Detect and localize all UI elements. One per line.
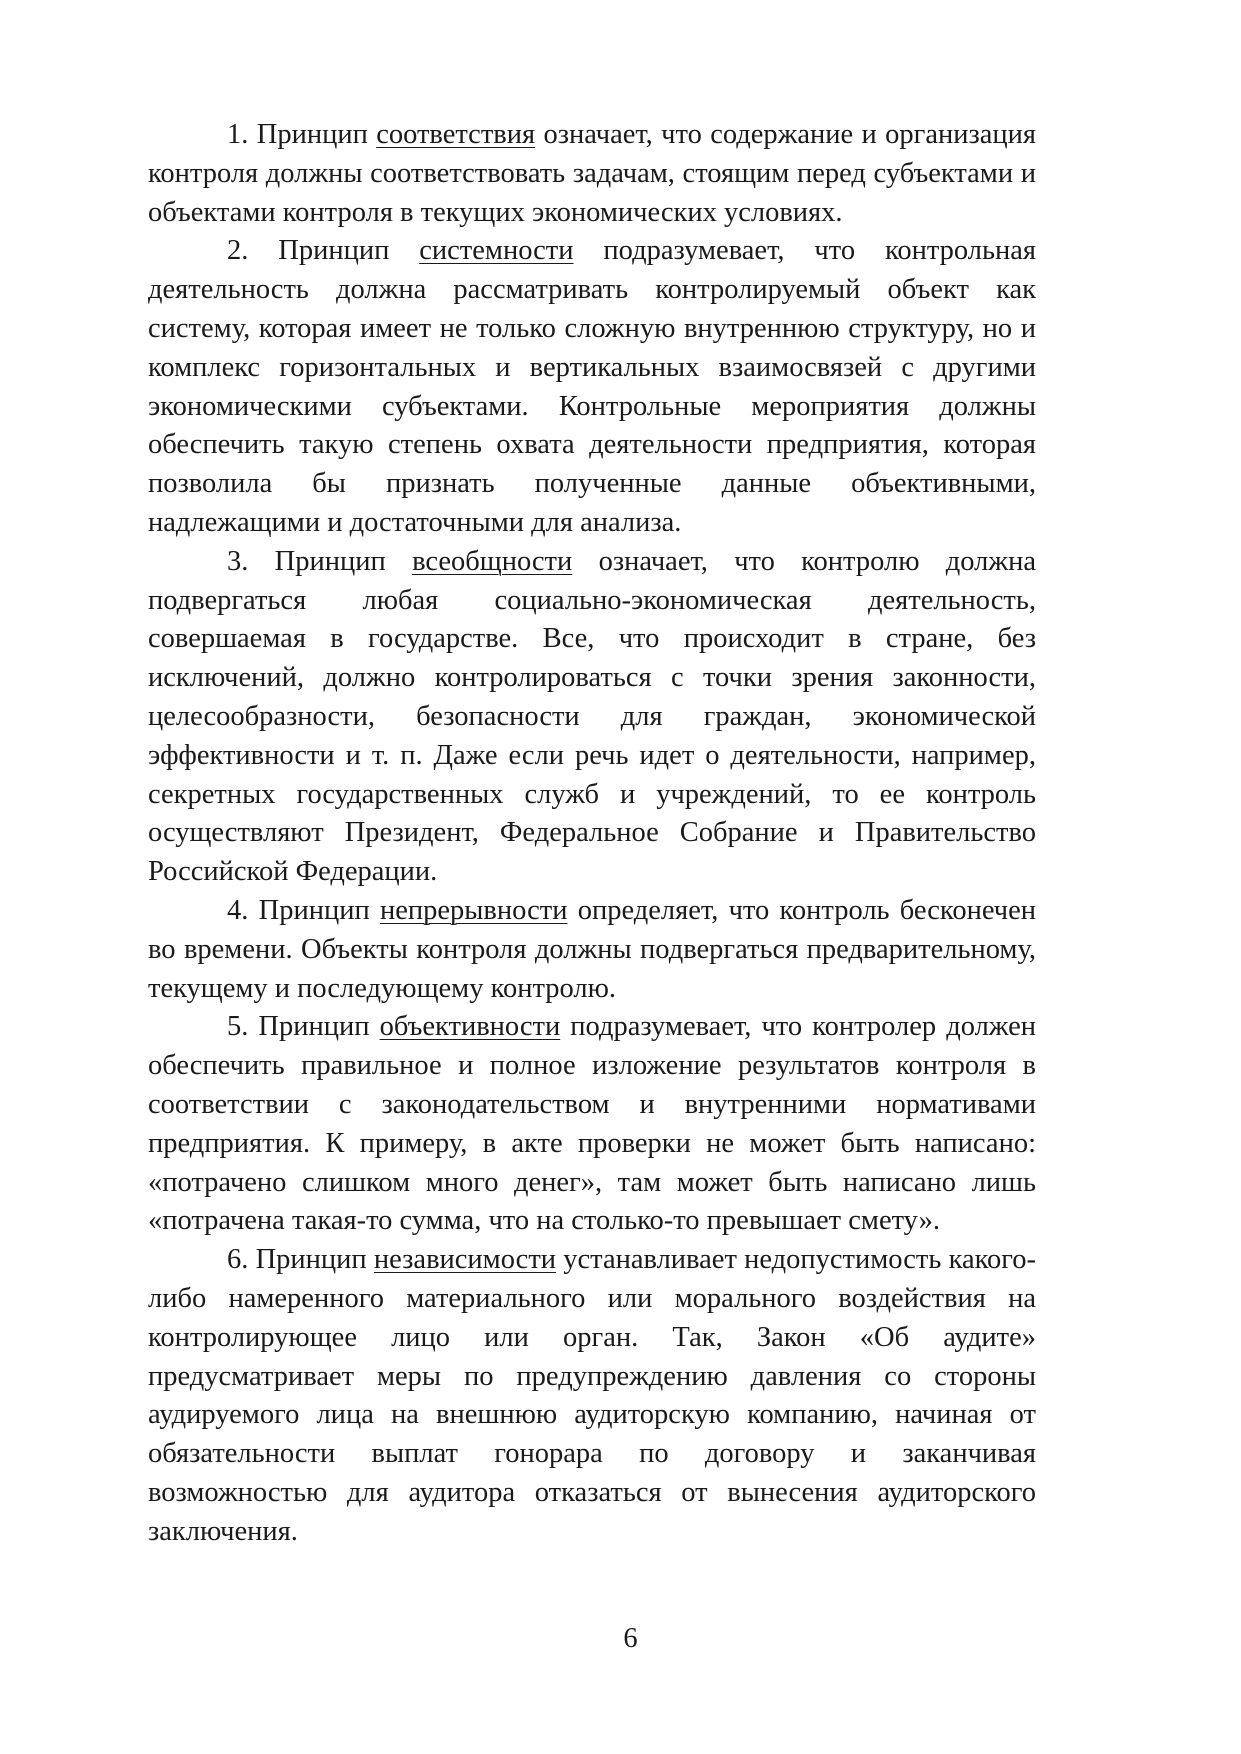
principle-term: всеобщности <box>412 545 573 577</box>
paragraph-principle-3 <box>148 543 1036 892</box>
paragraph-number: 6. Принцип <box>227 1244 374 1276</box>
page-number: 6 <box>623 1623 638 1654</box>
principle-term: непрерывности <box>379 894 568 926</box>
paragraph-text: определяет, что контроль бесконечен во времени. Объекты контроля должны подвергаться предварительному, текущему и последующему контролю. <box>148 894 1037 1004</box>
paragraph-principle-2 <box>148 232 1036 542</box>
paragraph-text: устанавливает недопустимость какого-либо намеренного материального или морального воздействия на контролирующее лицо или орган. Так, Закон «Об аудите» предусматривает меры по предупреждению давления со стороны аудируемого лица на внешнюю аудиторскую компанию, начиная от обязательности выплат гонорара по договору и заканчивая возможностью для аудитора отказаться от вынесения аудиторского заключения. <box>148 1244 1036 1547</box>
principle-term: объективности <box>379 1011 561 1043</box>
paragraph-principle-5 <box>148 1008 1036 1241</box>
paragraph-number: 4. Принцип <box>227 894 380 926</box>
paragraph-principle-6 <box>148 1241 1036 1551</box>
paragraph-text: означает, что контролю должна подвергаться любая социально-экономическая деятельность, совершаемая в государстве. Все, что происходит в стране, без исключений, должно контролироваться с точки зрения законности, целесообразности, безопасности для граждан, экономической эффективности и т. п. Даже если речь идет о деятельности, например, секретных государственных служб и учреждений, то ее контроль осуществляют Президент, Федеральное Собрание и Правительство Российской Федерации. <box>148 545 1036 888</box>
paragraph-text: означает, что содержание и организация контроля должны соответствовать задачам, стоящим перед субъектами и объектами контроля в текущих экономических условиях. <box>148 119 1037 228</box>
paragraph-text: подразумевает, что контрольная деятельность должна рассматривать контролируемый объект как систему, которая имеет не только сложную внутреннюю структуру, но и комплекс горизонтальных и вертикальных взаимосвязей с другими экономическими субъектами. Контрольные мероприятия должны обеспечить такую степень охвата деятельности предприятия, которая позволила бы признать полученные данные объективными, надлежащими и достаточными для анализа. <box>148 235 1037 538</box>
paragraph-number: 3. Принцип <box>227 545 413 577</box>
paragraph-principle-4 <box>148 892 1036 1008</box>
principle-term: системности <box>419 235 574 267</box>
paragraph-text: подразумевает, что контролер должен обеспечить правильное и полное изложение результатов контроля в соответствии с законодательством и внутренними нормативами предприятия. К примеру, в акте проверки не может быть написано: «потрачено слишком много денег», там может быть написано лишь «потрачена такая-то сумма, что на столько-то превышает смету». <box>148 1011 1037 1237</box>
document-body <box>148 116 1036 1551</box>
principle-term: соответствия <box>376 119 536 150</box>
paragraph-number: 2. Принцип <box>227 235 420 267</box>
paragraph-number: 1. Принцип <box>227 119 377 150</box>
paragraph-principle-1 <box>148 116 1036 232</box>
principle-term: независимости <box>373 1244 557 1276</box>
paragraph-number: 5. Принцип <box>227 1011 380 1043</box>
